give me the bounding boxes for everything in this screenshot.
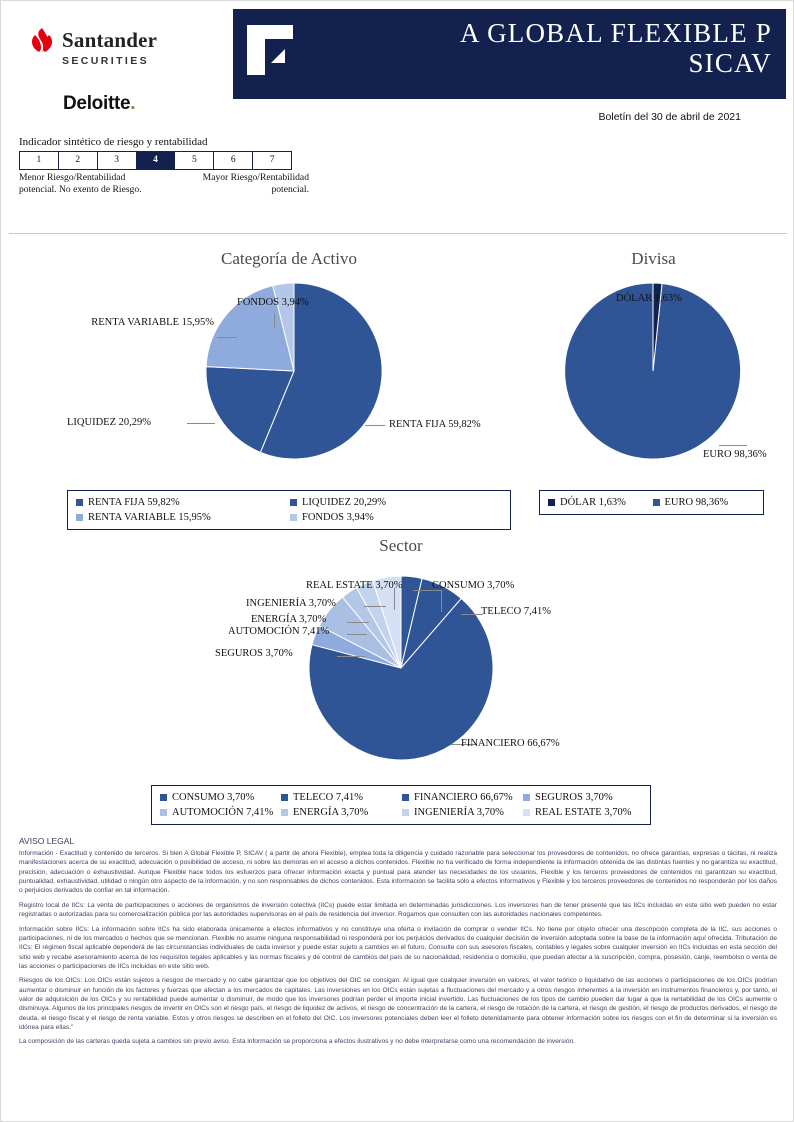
legend-label: FONDOS 3,94% <box>302 512 374 523</box>
legend-item <box>290 512 504 523</box>
risk-indicator <box>19 136 319 204</box>
legal-paragraph: Registro local de IICs: La venta de participaciones o acciones de organismos de inversión colectiva (IICs) puede estar limitada en determinadas jurisdicciones. Los inversores han de tener presente que las IICs incluidas en este sitio web pueden no estar registradas o autorizadas para su comercialización pública por las autoridades supervisoras en el país de residencia del inversor. Rogamos que consulten con las autoridades nacionales competentes. <box>19 901 777 919</box>
santander-flame-icon <box>29 27 55 53</box>
label-consumo: CONSUMO 3,70% <box>432 580 515 591</box>
legal-paragraph: Riesgos de los OICs: Los OICs están sujetos a riesgos de mercado y no cabe garantizar que los objetivos del OIC se consigan. Al igual que cualquier inversión en valores, el valor teórico o liquidativo de las acciones o participaciones de los OICs podrían aumentar o disminuir en función de los factores y fuerzas que afectan a los mercados de capitales. Las inversiones en los OICs están sujetas a fluctuaciones del mercado y a otros riesgos inherentes a la inversión en instrumentos financieros y, por tanto, el valor de adquisición de los OICs y su rentabilidad puede aumentar o disminuir, de modo que los inversores podrían perder el importe inicial invertido. Las fluctuaciones de los tipos de cambio pueden dar lugar a que la rentabilidad de los OICs aumente o disminuya. Algunos de los principales riesgos de invertir en OICs son el riesgo país, el riesgo de liquidez de activos, el riesgo de concentración de la cartera, el riesgo de rotación de la cartera, el riesgo de gestión, el riesgo de productos derivados, el riesgo de deuda, el riesgo fiscal y el riesgo de renta variable. Estos y otros riesgos se describen en el folleto del OIC. Los inversores potenciales deben leer el folleto detenidamente para obtener información sobre los riesgos con el fin de determinar si la inversión es idónea para ellas." <box>19 977 777 1032</box>
chart-sector-plot <box>151 556 651 781</box>
label-ingenieria: INGENIERÍA 3,70% <box>246 598 336 609</box>
leader-liquidez <box>187 423 215 424</box>
leader-renta-variable <box>217 337 237 338</box>
label-financiero: FINANCIERO 66,67% <box>461 738 560 749</box>
chart-currency <box>521 249 786 519</box>
legend-label: LIQUIDEZ 20,29% <box>302 497 386 508</box>
brand-column <box>1 1 233 131</box>
label-seguros: SEGUROS 3,70% <box>215 648 293 659</box>
leader-automocion <box>347 634 367 635</box>
legend-item <box>281 792 402 803</box>
legend-item <box>76 497 290 508</box>
chart-asset-title: Categoría de Activo <box>221 249 357 268</box>
legend-item <box>653 497 758 508</box>
legend-label: RENTA FIJA 59,82% <box>88 497 180 508</box>
leader-energia <box>347 622 369 623</box>
legend-swatch-icon <box>76 499 83 506</box>
leader-ingenieria <box>364 606 386 607</box>
bulletin-date: Boletín del 30 de abril de 2021 <box>598 111 741 123</box>
label-energia: ENERGÍA 3,70% <box>251 614 327 625</box>
legend-label: SEGUROS 3,70% <box>535 792 613 803</box>
legend-swatch-icon <box>290 514 297 521</box>
label-automocion: AUTOMOCIÓN 7,41% <box>228 626 330 637</box>
legend-swatch-icon <box>281 809 288 816</box>
chart-asset-category <box>59 249 519 523</box>
risk-cell-7: 7 <box>253 152 291 169</box>
legend-label: CONSUMO 3,70% <box>172 792 255 803</box>
fund-title-line1: A GLOBAL FLEXIBLE P <box>459 18 772 48</box>
deloitte-dot: . <box>130 93 136 114</box>
risk-legend-lower: Menor Riesgo/Rentabilidad potencial. No exento de Riesgo. <box>19 172 142 195</box>
legend-item <box>160 807 281 818</box>
leader-euro <box>719 445 747 446</box>
santander-wordmark: Santander <box>62 27 158 52</box>
legend-item <box>290 497 504 508</box>
risk-scale <box>19 151 292 170</box>
chart-sector-legend <box>151 785 651 825</box>
leader-dolar <box>653 309 654 327</box>
risk-cell-4-selected: 4 <box>137 152 176 169</box>
leader-real-estate <box>394 588 395 610</box>
fund-logo-icon <box>241 19 299 81</box>
header-divider <box>9 233 787 234</box>
leader-seguros <box>337 656 365 657</box>
legend-swatch-icon <box>523 794 530 801</box>
label-renta-fija: RENTA FIJA 59,82% <box>389 419 481 430</box>
legend-swatch-icon <box>402 794 409 801</box>
risk-cell-6: 6 <box>214 152 253 169</box>
risk-cell-2: 2 <box>59 152 98 169</box>
legal-paragraph: Información sobre IICs: La información sobre IICs ha sido elaborada únicamente a efectos informativos y no constituye una oferta o invitación de comprar o vender IICs. No tiene por objeto ofrecer una descripción completa de la IIC, sus acciones o participaciones, ni de los mercados o hechos que se mencionan. Flexible no asume ninguna responsabilidad ni responderá por los perjuicios derivados de cualquier decisión de inversión adoptada sobre la base de la información aquí ofrecida. Tributación de IICs: El régimen fiscal aplicable dependerá de las circunstancias individuales de cada inversor y puede estar sujeto a cambios en el futuro. Consulte con sus asesores fiscales, contables y legales sobre cualquier inversión en IICs incluidas en esta sección del sitio web y recabe asesoramiento acerca de los requisitos legales aplicables y las normas fiscales y de control de cambios del país de su nacionalidad, residencia o domicilio, que puedan afectar a la suscripción, compra, posesión, canje, reembolso o venta de las acciones o participaciones de IICs incluidas en este sitio web. <box>19 925 777 970</box>
legend-swatch-icon <box>402 809 409 816</box>
legend-swatch-icon <box>653 499 660 506</box>
risk-legend-higher: Mayor Riesgo/Rentabilidad potencial. <box>202 172 309 195</box>
chart-sector-title: Sector <box>379 536 423 555</box>
chart-currency-legend <box>539 490 764 515</box>
risk-indicator-title: Indicador sintético de riesgo y rentabilidad <box>19 136 208 148</box>
legend-label: RENTA VARIABLE 15,95% <box>88 512 211 523</box>
legend-item <box>281 807 402 818</box>
legend-label: FINANCIERO 66,67% <box>414 792 513 803</box>
chart-currency-plot <box>521 269 786 484</box>
legend-label: ENERGÍA 3,70% <box>293 807 369 818</box>
document-header <box>1 1 793 131</box>
label-fondos: FONDOS 3,94% <box>237 297 309 308</box>
label-teleco: TELECO 7,41% <box>481 606 551 617</box>
legend-item <box>523 792 644 803</box>
legend-swatch-icon <box>160 809 167 816</box>
legend-item <box>548 497 653 508</box>
fund-title <box>460 18 772 78</box>
risk-legend <box>19 172 309 204</box>
risk-cell-5: 5 <box>175 152 214 169</box>
legend-item <box>523 807 644 818</box>
leader-fondos <box>274 313 275 329</box>
santander-logo <box>29 27 157 53</box>
risk-cell-3: 3 <box>98 152 137 169</box>
deloitte-wordmark: Deloitte <box>63 93 131 114</box>
legend-swatch-icon <box>76 514 83 521</box>
legend-label: TELECO 7,41% <box>293 792 363 803</box>
legend-item <box>76 512 290 523</box>
legend-swatch-icon <box>290 499 297 506</box>
legend-label: REAL ESTATE 3,70% <box>535 807 632 818</box>
chart-asset-plot <box>59 269 519 484</box>
legend-item <box>160 792 281 803</box>
legend-label: EURO 98,36% <box>664 497 729 508</box>
label-euro: EURO 98,36% <box>703 449 767 460</box>
legal-notice-title: AVISO LEGAL <box>19 836 75 846</box>
legend-swatch-icon <box>523 809 530 816</box>
label-dolar: DÓLAR 1,63% <box>616 293 682 304</box>
leader-teleco <box>461 614 483 615</box>
chart-sector <box>151 536 651 826</box>
label-real-estate: REAL ESTATE 3,70% <box>306 580 403 591</box>
risk-cell-1: 1 <box>20 152 59 169</box>
legend-item <box>402 792 523 803</box>
legend-label: DÓLAR 1,63% <box>560 497 626 508</box>
fund-title-band <box>233 9 786 99</box>
leader-renta-fija <box>365 425 385 426</box>
legend-swatch-icon <box>281 794 288 801</box>
legend-swatch-icon <box>548 499 555 506</box>
legend-label: AUTOMOCIÓN 7,41% <box>172 807 274 818</box>
fund-title-line2: SICAV <box>688 48 772 79</box>
legal-paragraph: Información - Exactitud y contenido de terceros. Si bien A Global Flexible P, SICAV ( a partir de ahora Flexible), emplea toda la diligencia y cuidado razonable para seleccionar los proveedores de contenidos, no ofrece garantías, expresas o tácitas, ni realiza manifestaciones acerca de su exactitud, adecuación o posibilidad de acceso, ni sobre las demoras en el acceso a dichos contenidos. Flexible no ha verificado de forma independiente la información obtenida de las distintas fuentes y no garantiza su exactitud, precisión, adecuación o exhaustividad. Aunque Flexible hace todos los esfuerzos para ofrecer información exacta y puntual para atender las necesidades de los usuarios, Flexible y los terceros proveedores de contenidos no garantizan su exactitud, puntualidad, exhaustividad, utilidad o ningún otro aspecto de la información, y no son responsables de dichos contenidos. Esta información se facilita sólo a efectos informativos y Flexible y los terceros proveedores de contenidos no responderán por los daños o perjuicios derivados de confiar en tal información. <box>19 850 777 895</box>
leader-consumo-2 <box>441 590 442 612</box>
label-renta-variable: RENTA VARIABLE 15,95% <box>91 317 214 328</box>
deloitte-logo <box>63 93 135 115</box>
legal-notice <box>19 836 777 1052</box>
pie-sector <box>151 560 651 775</box>
legend-label: INGENIERÍA 3,70% <box>414 807 504 818</box>
chart-currency-title: Divisa <box>631 249 676 268</box>
legend-swatch-icon <box>160 794 167 801</box>
chart-asset-legend <box>67 490 511 530</box>
legend-item <box>402 807 523 818</box>
legal-paragraph: La composición de las carteras queda sujeta a cambios sin previo aviso. Esta información se proporciona a efectos ilustrativos y no debe interpretarse como una recomendación de inversión. <box>19 1038 576 1046</box>
label-liquidez: LIQUIDEZ 20,29% <box>67 417 151 428</box>
santander-securities-label: SECURITIES <box>62 55 150 67</box>
